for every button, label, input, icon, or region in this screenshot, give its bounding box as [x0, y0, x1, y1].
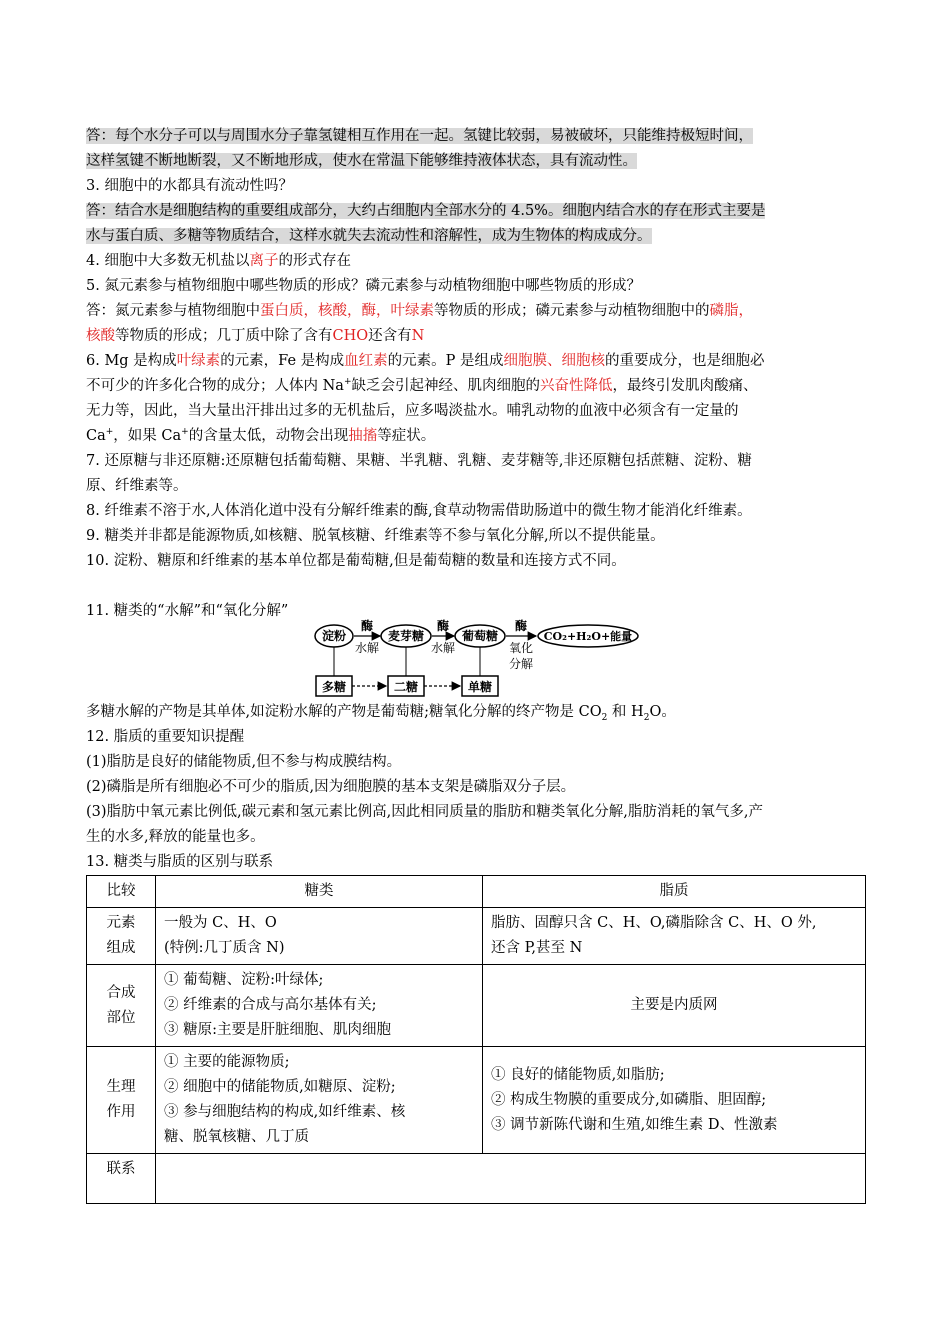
header-sugar: 糖类	[156, 876, 483, 908]
table-row	[87, 1154, 866, 1204]
table-row	[87, 1047, 866, 1154]
glucose-label: 葡萄糖	[461, 629, 499, 643]
sugar-cell: 一般为 C、H、O (特例:几丁质含 N)	[156, 908, 483, 965]
monosaccharide-label: 单糖	[467, 680, 493, 694]
item-9: 9. 糖类并非都是能源物质,如核糖、脱氧核糖、纤维素等不参与氧化分解,所以不提供能量。	[86, 528, 665, 544]
question-5: 5. 氮元素参与植物细胞中哪些物质的形成？磷元素参与动植物细胞中哪些物质的形成？	[86, 278, 641, 294]
relation-cell	[156, 1154, 866, 1204]
item-10: 10. 淀粉、糖原和纤维素的基本单位都是葡萄糖,但是葡萄糖的数量和连接方式不同。	[86, 553, 626, 569]
item-12-title: 12. 脂质的重要知识提醒	[86, 729, 245, 745]
item-7-line-1: 7. 还原糖与非还原糖:还原糖包括葡萄糖、果糖、半乳糖、乳糖、麦芽糖等,非还原糖包括蔗糖、淀粉、糖	[86, 453, 752, 469]
question-3: 3. 细胞中的水都具有流动性吗？	[86, 178, 293, 194]
header-compare: 比较	[87, 876, 156, 908]
answer-3-line-2: 水与蛋白质、多糖等物质结合，这样水就失去流动性和溶解性，成为生物体的构成成分。	[86, 228, 652, 244]
enzyme-label-3: 酶	[514, 619, 528, 633]
sugar-cell: ① 葡萄糖、淀粉:叶绿体; ② 纤维素的合成与高尔基体有关; ③ 糖原:主要是肝脏细胞、肌肉细胞	[156, 965, 483, 1047]
item-6: 6. Mg 是构成叶绿素的元素，Fe 是构成血红素的元素。P 是组成细胞膜、细胞核的重要成分，也是细胞必 不可少的许多化合物的成分；人体内 Na+缺乏会引起神经、肌肉细胞的兴奋性降低，最终引发肌肉酸痛、 无力等，因此，当大量出汗排出过多的无机盐后，应多喝淡盐水。哺乳动物的血液中必须含有一定量的 Ca+，如果 Ca+的含量太低，动物会出现抽搐等症状。	[86, 353, 765, 444]
document-page	[86, 124, 866, 1204]
item-12-point-2: (2)磷脂是所有细胞必不可少的脂质,因为细胞膜的基本支架是磷脂双分子层。	[86, 779, 576, 795]
item-12-point-3-line-2: 生的水多,释放的能量也多。	[86, 829, 265, 845]
answer-3-line-1: 答：结合水是细胞结构的重要组成部分，大约占细胞内全部水分的 4.5%。细胞内结合水的存在形式主要是	[86, 203, 766, 219]
polysaccharide-label: 多糖	[321, 680, 347, 694]
products-label: CO₂+H₂O+能量	[543, 630, 633, 643]
oxidation-label: 氧化	[508, 641, 534, 655]
answer-2-line-1: 答：每个水分子可以与周围水分子靠氢键相互作用在一起。氢键比较弱，易被破坏，只能维持极短时间，	[86, 128, 753, 144]
comparison-table	[86, 875, 866, 1204]
decomposition-label: 分解	[508, 657, 534, 671]
row-label: 元素 组成	[87, 908, 156, 965]
lipid-cell: 脂肪、固醇只含 C、H、O,磷脂除含 C、H、O 外, 还含 P,甚至 N	[483, 908, 866, 965]
header-lipid: 脂质	[483, 876, 866, 908]
item-7-line-2: 原、纤维素等。	[86, 478, 188, 494]
disaccharide-label: 二糖	[393, 680, 419, 694]
answer-5: 答：氮元素参与植物细胞中蛋白质，核酸，酶，叶绿素等物质的形成；磷元素参与动植物细胞中的磷脂， 核酸等物质的形成；几丁质中除了含有CHO还含有N	[86, 303, 753, 344]
hydrolysis-label-2: 水解	[430, 641, 456, 655]
sugar-hydrolysis-diagram	[314, 619, 644, 700]
row-label: 联系	[87, 1154, 156, 1204]
row-label: 合成 部位	[87, 965, 156, 1047]
spacer	[86, 574, 866, 599]
item-4: 4. 细胞中大多数无机盐以离子的形式存在	[86, 253, 351, 269]
sugar-cell: ① 主要的能源物质; ② 细胞中的储能物质,如糖原、淀粉; ③ 参与细胞结构的构成,如纤维素、核 糖、脱氧核糖、几丁质	[156, 1047, 483, 1154]
answer-2-line-2: 这样氢键不断地断裂，又不断地形成，使水在常温下能够维持液体状态，具有流动性。	[86, 153, 637, 169]
maltose-label: 麦芽糖	[387, 629, 425, 643]
row-label: 生理 作用	[87, 1047, 156, 1154]
item-11-explanation: 多糖水解的产物是其单体,如淀粉水解的产物是葡萄糖;糖氧化分解的终产物是 $CO_2$ 和 $H_2O$。	[86, 704, 676, 723]
item-11-title: 11. 糖类的“水解”和“氧化分解”	[86, 603, 289, 619]
diagram-svg	[314, 619, 644, 700]
lipid-cell: ① 良好的储能物质,如脂肪; ② 构成生物膜的重要成分,如磷脂、胆固醇; ③ 调节新陈代谢和生殖,如维生素 D、性激素	[483, 1047, 866, 1154]
hydrolysis-label-1: 水解	[354, 641, 380, 655]
item-13-title: 13. 糖类与脂质的区别与联系	[86, 854, 274, 870]
table-header-row	[87, 876, 866, 908]
enzyme-label-1: 酶	[360, 619, 374, 633]
enzyme-label-2: 酶	[436, 619, 450, 633]
lipid-cell: 主要是内质网	[483, 965, 866, 1047]
item-12-point-3-line-1: (3)脂肪中氧元素比例低,碳元素和氢元素比例高,因此相同质量的脂肪和糖类氧化分解,脂肪消耗的氧气多,产	[86, 804, 763, 820]
starch-label: 淀粉	[321, 629, 347, 643]
table-row	[87, 908, 866, 965]
table-row	[87, 965, 866, 1047]
item-12-point-1: (1)脂肪是良好的储能物质,但不参与构成膜结构。	[86, 754, 402, 770]
item-8: 8. 纤维素不溶于水,人体消化道中没有分解纤维素的酶,食草动物需借助肠道中的微生物才能消化纤维素。	[86, 503, 752, 519]
